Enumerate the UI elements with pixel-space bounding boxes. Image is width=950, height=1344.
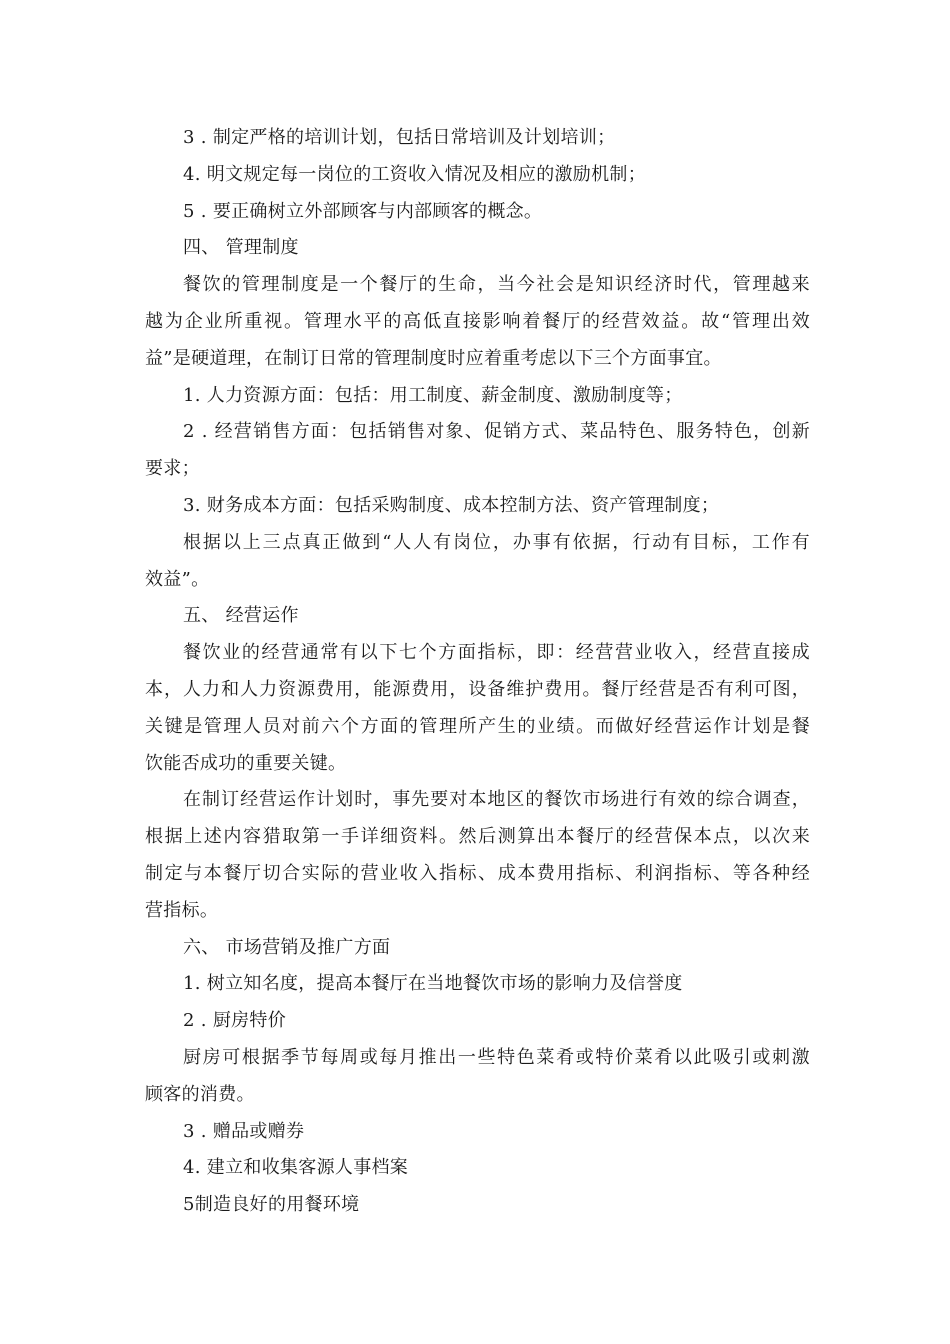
text-line: 4. 明文规定每一岗位的工资收入情况及相应的激励机制； <box>183 163 646 185</box>
text-line: 3 . 赠品或赠券 <box>183 1120 305 1142</box>
text-line: 关键是管理人员对前六个方面的管理所产生的业绩。而做好经营运作计划是餐 <box>145 715 810 737</box>
text-line: 本，人力和人力资源费用，能源费用，设备维护费用。餐厅经营是否有利可图， <box>145 678 810 700</box>
text-line: 五、 经营运作 <box>183 605 299 627</box>
text-line: 4. 建立和收集客源人事档案 <box>183 1157 409 1179</box>
text-line: 根据以上三点真正做到“人人有岗位，办事有依据，行动有目标，工作有 <box>183 531 810 553</box>
text-line: 餐饮业的经营通常有以下七个方面指标，即：经营营业收入，经营直接成 <box>183 642 810 664</box>
text-line: 饮能否成功的重要关键。 <box>145 752 347 774</box>
text-line: 在制订经营运作计划时，事先要对本地区的餐饮市场进行有效的综合调查， <box>183 789 810 811</box>
document-page <box>145 120 810 1224</box>
text-line: 越为企业所重视。管理水平的高低直接影响着餐厅的经营效益。故“管理出效 <box>145 310 810 332</box>
text-line: 3 . 制定严格的培训计划，包括日常培训及计划培训； <box>183 127 616 148</box>
text-line: 餐饮的管理制度是一个餐厅的生命，当今社会是知识经济时代，管理越来 <box>183 274 810 296</box>
text-line: 益”是硬道理，在制订日常的管理制度时应着重考虑以下三个方面事宜。 <box>145 347 722 369</box>
text-line: 效益”。 <box>145 568 210 590</box>
text-line: 顾客的消费。 <box>145 1083 255 1105</box>
text-line: 3. 财务成本方面：包括采购制度、成本控制方法、资产管理制度； <box>183 494 720 516</box>
text-line: 5制造良好的用餐环境 <box>183 1194 360 1216</box>
text-line: 营指标。 <box>145 899 219 921</box>
text-line: 要求； <box>145 458 200 480</box>
text-line: 四、 管理制度 <box>183 237 299 259</box>
text-line: 1. 人力资源方面：包括：用工制度、薪金制度、激励制度等； <box>183 384 683 406</box>
text-line: 六、 市场营销及推广方面 <box>183 936 391 958</box>
text-line: 2 . 经营销售方面：包括销售对象、促销方式、菜品特色、服务特色，创新 <box>183 421 810 443</box>
text-line: 根据上述内容猎取第一手详细资料。然后测算出本餐厅的经营保本点，以次来 <box>145 826 810 848</box>
text-line: 制定与本餐厅切合实际的营业收入指标、成本费用指标、利润指标、等各种经 <box>145 862 810 884</box>
text-line: 2 . 厨房特价 <box>183 1010 287 1032</box>
text-line: 5 . 要正确树立外部顾客与内部顾客的概念。 <box>183 200 543 222</box>
text-line: 厨房可根据季节每周或每月推出一些特色菜肴或特价菜肴以此吸引或刺激 <box>183 1046 810 1068</box>
text-line: 1. 树立知名度，提高本餐厅在当地餐饮市场的影响力及信誉度 <box>183 973 683 995</box>
